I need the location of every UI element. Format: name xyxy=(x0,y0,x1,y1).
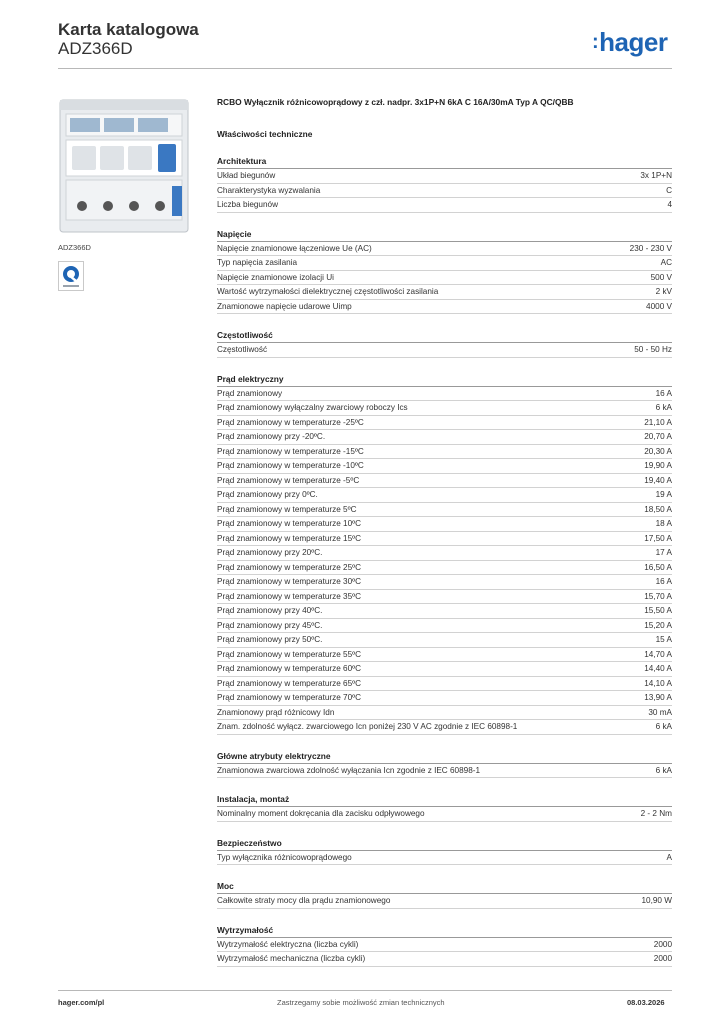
image-caption: ADZ366D xyxy=(58,243,91,252)
spec-value: 6 kA xyxy=(655,403,672,412)
spec-value: 2 kV xyxy=(655,287,672,296)
logo-text: hager xyxy=(599,27,668,57)
spec-row xyxy=(217,343,672,358)
section-title: Częstotliwość xyxy=(217,329,672,343)
spec-row xyxy=(217,184,672,199)
spec-value: 18,50 A xyxy=(644,504,672,514)
spec-section xyxy=(217,329,672,358)
spec-value: 16 A xyxy=(655,577,672,586)
spec-value: 30 mA xyxy=(648,707,672,717)
section-title: Moc xyxy=(217,880,672,894)
spec-label: Prąd znamionowy w temperaturze 55ºC xyxy=(217,649,362,659)
spec-label: Napięcie znamionowe łączeniowe Ue (AC) xyxy=(217,243,372,253)
spec-row xyxy=(217,242,672,257)
spec-row xyxy=(217,474,672,489)
spec-value: 19,40 A xyxy=(644,475,672,485)
spec-label: Znamionowy prąd różnicowy Idn xyxy=(217,707,335,717)
spec-label: Znamionowa zwarciowa zdolność wyłączania Icn zgodnie z IEC 60898-1 xyxy=(217,765,481,775)
spec-row xyxy=(217,169,672,184)
spec-value: 15,20 A xyxy=(644,620,672,630)
spec-label: Wytrzymałość mechaniczna (liczba cykli) xyxy=(217,954,366,963)
spec-value: 14,40 A xyxy=(644,664,672,673)
spec-section xyxy=(217,373,672,735)
spec-label: Prąd znamionowy w temperaturze 5ºC xyxy=(217,504,357,514)
spec-label: Prąd znamionowy w temperaturze 25ºC xyxy=(217,562,362,572)
spec-value: 14,10 A xyxy=(644,678,672,688)
hager-logo xyxy=(592,27,667,58)
spec-label: Prąd znamionowy przy 45ºC. xyxy=(217,620,323,630)
spec-value: 10,90 W xyxy=(641,896,672,905)
footer-divider xyxy=(58,990,672,991)
document-title: Karta katalogowa xyxy=(58,20,199,39)
spec-row xyxy=(217,561,672,576)
spec-label: Wytrzymałość elektryczna (liczba cykli) xyxy=(217,939,359,949)
spec-value: 4 xyxy=(667,200,672,209)
spec-row xyxy=(217,677,672,692)
spec-section xyxy=(217,228,672,315)
spec-row xyxy=(217,416,672,431)
footer-date: 08.03.2026 xyxy=(627,998,665,1007)
spec-row xyxy=(217,459,672,474)
spec-row xyxy=(217,546,672,561)
spec-row xyxy=(217,300,672,315)
spec-row xyxy=(217,851,672,866)
spec-row xyxy=(217,590,672,605)
spec-row xyxy=(217,445,672,460)
spec-row xyxy=(217,706,672,721)
spec-value: 6 kA xyxy=(655,765,672,775)
spec-section xyxy=(217,750,672,779)
spec-row xyxy=(217,952,672,967)
spec-label: Prąd znamionowy w temperaturze 10ºC xyxy=(217,519,362,528)
main-content xyxy=(217,97,672,967)
spec-label: Prąd znamionowy przy 0ºC. xyxy=(217,490,318,499)
spec-label: Liczba biegunów xyxy=(217,200,278,209)
spec-value: 16,50 A xyxy=(644,562,672,572)
spec-label: Prąd znamionowy w temperaturze 30ºC xyxy=(217,577,362,586)
spec-row xyxy=(217,894,672,909)
logo-dots: : xyxy=(592,31,599,53)
spec-value: 15,70 A xyxy=(644,591,672,601)
section-title: Instalacja, montaż xyxy=(217,793,672,807)
spec-section xyxy=(217,793,672,822)
spec-row xyxy=(217,938,672,953)
spec-value: 2000 xyxy=(653,939,672,949)
spec-sections xyxy=(217,155,672,967)
spec-value: AC xyxy=(660,258,672,267)
spec-value: 2 - 2 Nm xyxy=(640,809,672,818)
spec-row xyxy=(217,517,672,532)
spec-value: 500 V xyxy=(650,272,672,282)
spec-label: Prąd znamionowy w temperaturze 70ºC xyxy=(217,693,362,702)
spec-row xyxy=(217,807,672,822)
spec-value: 14,70 A xyxy=(644,649,672,659)
spec-value: 50 - 50 Hz xyxy=(634,345,672,354)
spec-label: Typ napięcia zasilania xyxy=(217,258,298,267)
spec-row xyxy=(217,619,672,634)
footer-website[interactable]: hager.com/pl xyxy=(58,998,105,1007)
technical-properties-title: Właściwości techniczne xyxy=(217,129,313,139)
spec-row xyxy=(217,691,672,706)
spec-row xyxy=(217,604,672,619)
spec-section xyxy=(217,155,672,213)
section-title: Prąd elektryczny xyxy=(217,373,672,387)
spec-label: Typ wyłącznika różnicowoprądowego xyxy=(217,852,352,862)
spec-value: 21,10 A xyxy=(644,417,672,427)
spec-label: Prąd znamionowy przy -20ºC. xyxy=(217,432,326,441)
product-code: ADZ366D xyxy=(58,39,133,58)
spec-label: Prąd znamionowy wyłączalny zwarciowy roboczy Ics xyxy=(217,403,408,412)
spec-row xyxy=(217,401,672,416)
section-title: Bezpieczeństwo xyxy=(217,837,672,851)
spec-row xyxy=(217,285,672,300)
spec-section xyxy=(217,837,672,866)
spec-row xyxy=(217,532,672,547)
spec-row xyxy=(217,662,672,677)
spec-row xyxy=(217,764,672,779)
spec-label: Prąd znamionowy przy 40ºC. xyxy=(217,606,323,615)
spec-label: Prąd znamionowy w temperaturze 15ºC xyxy=(217,533,362,543)
spec-value: 19,90 A xyxy=(644,461,672,470)
spec-label: Prąd znamionowy w temperaturze -15ºC xyxy=(217,446,364,456)
spec-label: Prąd znamionowy w temperaturze 65ºC xyxy=(217,678,362,688)
spec-label: Charakterystyka wyzwalania xyxy=(217,185,321,195)
spec-row xyxy=(217,488,672,503)
spec-value: 3x 1P+N xyxy=(640,171,672,180)
spec-row xyxy=(217,633,672,648)
spec-label: Częstotliwość xyxy=(217,345,268,354)
spec-value: 15,50 A xyxy=(644,606,672,615)
spec-value: 6 kA xyxy=(655,722,672,731)
spec-section xyxy=(217,880,672,909)
section-title: Główne atrybuty elektryczne xyxy=(217,750,672,764)
spec-section xyxy=(217,924,672,967)
product-image xyxy=(58,94,190,237)
spec-row xyxy=(217,387,672,402)
footer-disclaimer: Zastrzegamy sobie możliwość zmian technicznych xyxy=(277,998,445,1007)
spec-row xyxy=(217,198,672,213)
spec-label: Całkowite straty mocy dla prądu znamionowego xyxy=(217,896,391,905)
spec-label: Wartość wytrzymałości dielektrycznej częstotliwości zasilania xyxy=(217,287,439,296)
spec-row xyxy=(217,720,672,735)
spec-label: Prąd znamionowy w temperaturze -10ºC xyxy=(217,461,364,470)
spec-value: 20,30 A xyxy=(644,446,672,456)
spec-row xyxy=(217,271,672,286)
spec-value: 18 A xyxy=(655,519,672,528)
spec-value: 4000 V xyxy=(646,301,672,311)
spec-label: Prąd znamionowy w temperaturze 60ºC xyxy=(217,664,362,673)
spec-value: 17 A xyxy=(655,548,672,557)
spec-label: Prąd znamionowy w temperaturze 35ºC xyxy=(217,591,362,601)
spec-label: Znamionowe napięcie udarowe Uimp xyxy=(217,301,352,311)
spec-row xyxy=(217,648,672,663)
spec-value: A xyxy=(666,852,672,862)
spec-label: Prąd znamionowy xyxy=(217,388,283,398)
spec-label: Prąd znamionowy przy 50ºC. xyxy=(217,635,323,644)
spec-label: Nominalny moment dokręcania dla zacisku odpływowego xyxy=(217,809,425,818)
spec-row xyxy=(217,575,672,590)
section-title: Napięcie xyxy=(217,228,672,242)
spec-value: C xyxy=(666,185,672,195)
spec-value: 20,70 A xyxy=(644,432,672,441)
spec-value: 230 - 230 V xyxy=(629,243,672,253)
spec-label: Znam. zdolność wyłącz. zwarciowego Icn poniżej 230 V AC zgodnie z IEC 60898-1 xyxy=(217,722,518,731)
quality-q-icon xyxy=(58,261,84,291)
section-title: Architektura xyxy=(217,155,672,169)
product-description: RCBO Wyłącznik różnicowoprądowy z czł. nadpr. 3x1P+N 6kA C 16A/30mA Typ A QC/QBB xyxy=(217,97,574,107)
spec-value: 13,90 A xyxy=(644,693,672,702)
spec-label: Prąd znamionowy w temperaturze -25ºC xyxy=(217,417,364,427)
spec-value: 16 A xyxy=(655,388,672,398)
spec-label: Napięcie znamionowe izolacji Ui xyxy=(217,272,334,282)
spec-value: 17,50 A xyxy=(644,533,672,543)
spec-label: Układ biegunów xyxy=(217,171,276,180)
spec-label: Prąd znamionowy przy 20ºC. xyxy=(217,548,323,557)
section-title: Wytrzymałość xyxy=(217,924,672,938)
spec-value: 15 A xyxy=(655,635,672,644)
spec-value: 19 A xyxy=(655,490,672,499)
header-divider xyxy=(58,68,672,69)
spec-row xyxy=(217,256,672,271)
spec-value: 2000 xyxy=(653,954,672,963)
spec-label: Prąd znamionowy w temperaturze -5ºC xyxy=(217,475,360,485)
spec-row xyxy=(217,503,672,518)
spec-row xyxy=(217,430,672,445)
